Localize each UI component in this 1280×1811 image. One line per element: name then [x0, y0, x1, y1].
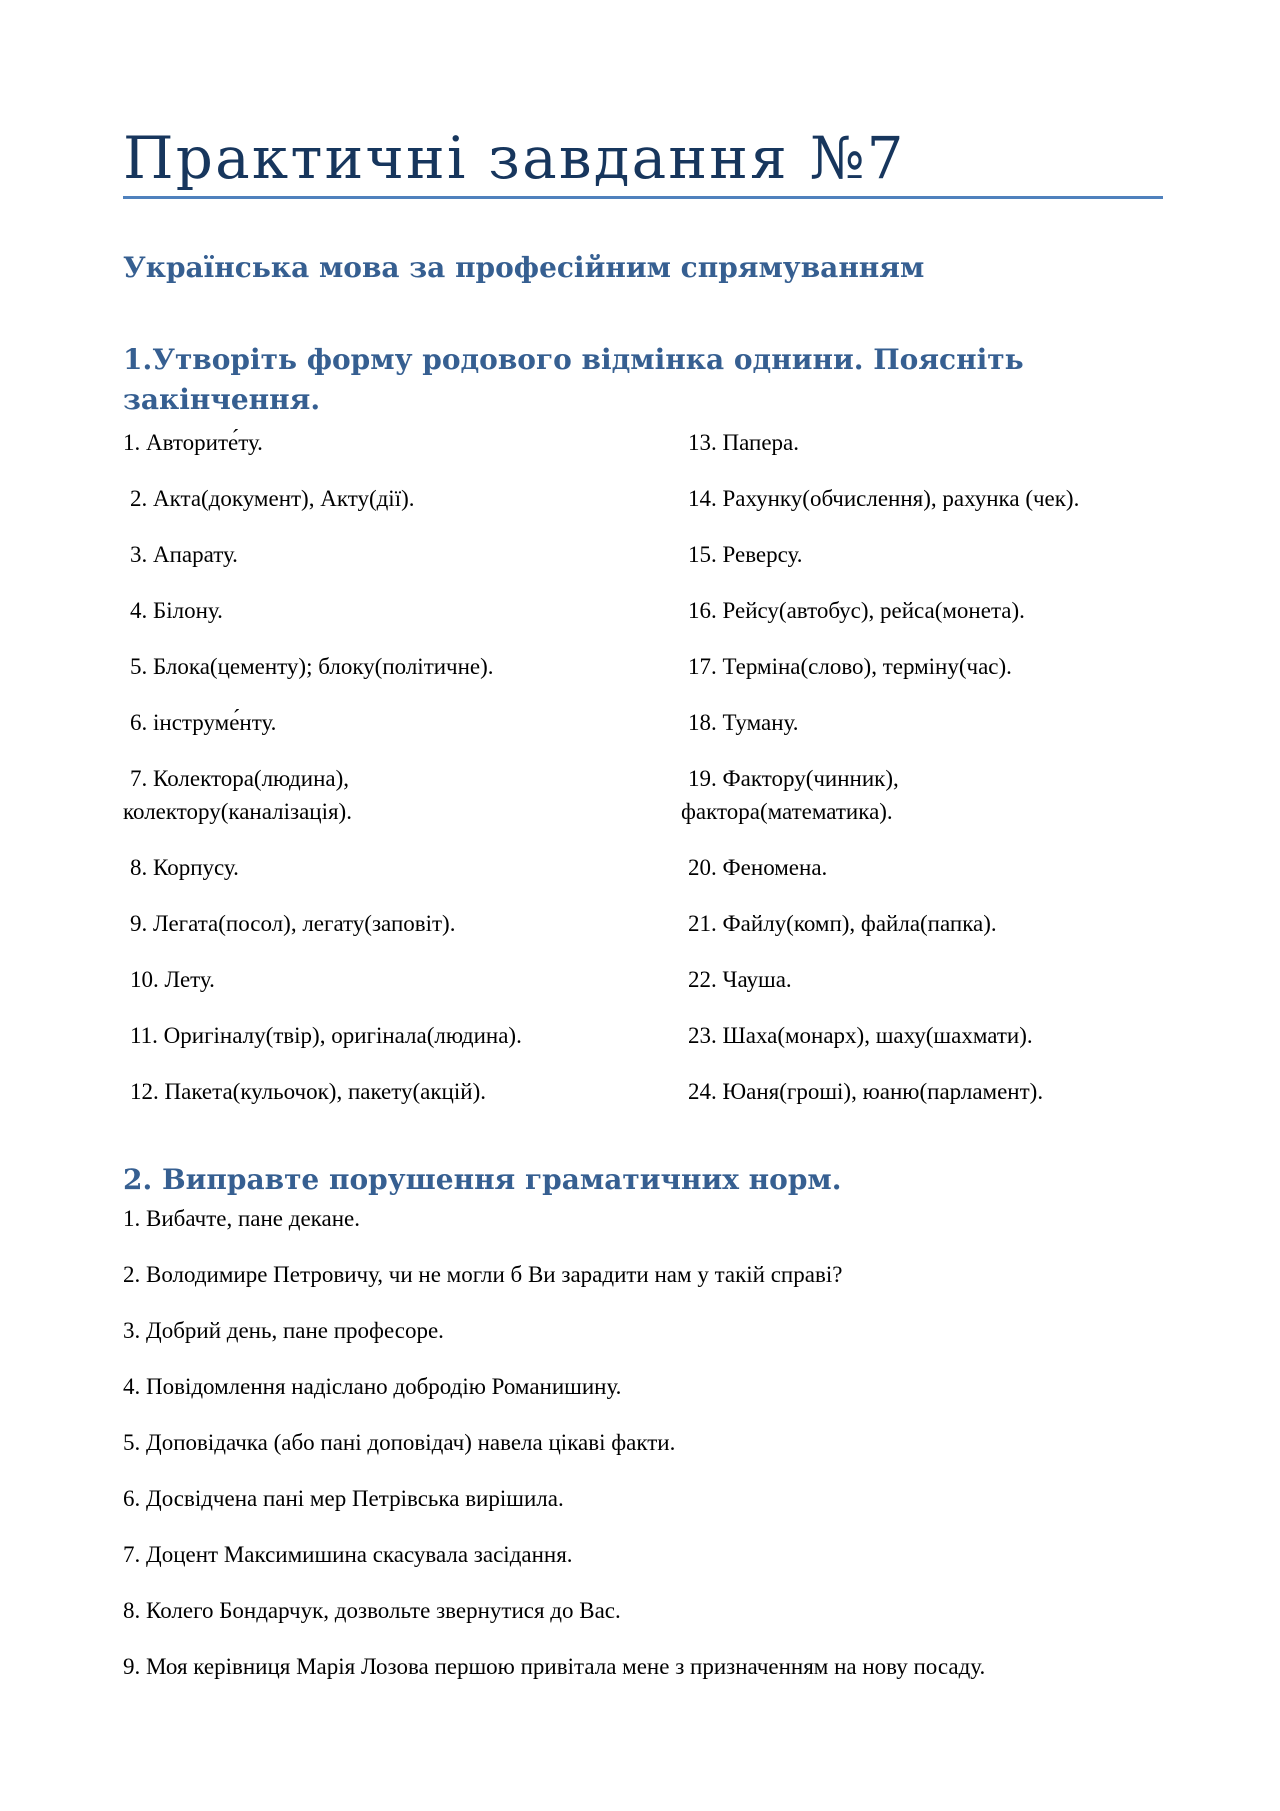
page-title: Практичні завдання №7	[123, 124, 906, 192]
list-item: 17. Терміна(слово), терміну(час).	[688, 654, 1012, 679]
document-subtitle: Українська мова за професійним спрямуванням	[123, 251, 925, 284]
list-item: 1. Вибачте, пане декане.	[123, 1206, 360, 1231]
list-item: 5. Блока(цементу); блоку(політичне).	[130, 654, 494, 679]
list-item: 14. Рахунку(обчислення), рахунка (чек).	[688, 486, 1080, 511]
list-item: 9. Моя керівниця Марія Лозова першою привітала мене з призначенням на нову посаду.	[123, 1654, 986, 1679]
list-item: 10. Лету.	[130, 967, 215, 992]
task2-heading: 2. Виправте порушення граматичних норм.	[123, 1163, 842, 1196]
list-item: 2. Володимире Петровичу, чи не могли б Ви зарадити нам у такій справі?	[123, 1262, 843, 1287]
list-item: 3. Апарату.	[130, 542, 238, 567]
list-item: 8. Колего Бондарчук, дозвольте звернутися до Вас.	[123, 1598, 621, 1623]
list-item: 4. Білону.	[130, 598, 223, 623]
list-item: 20. Феномена.	[688, 855, 828, 880]
list-item: 2. Акта(документ), Акту(дії).	[130, 486, 415, 511]
list-item: 16. Рейсу(автобус), рейса(монета).	[688, 598, 1025, 623]
list-item: 9. Легата(посол), легату(заповіт).	[130, 911, 456, 936]
task1-right-column	[681, 426, 1181, 1131]
list-item: 13. Папера.	[688, 430, 799, 455]
list-item: 8. Корпусу.	[130, 855, 239, 880]
list-item: 7. Колектора(людина), колектору(каналізація).	[123, 766, 352, 824]
list-item: 3. Добрий день, пане професоре.	[123, 1318, 444, 1343]
list-item: 1. Авторите́ту.	[123, 430, 263, 455]
list-item: 5. Доповідачка (або пані доповідач) навела цікаві факти.	[123, 1430, 676, 1455]
list-item: 19. Фактору(чинник), фактора(математика).	[681, 766, 899, 824]
list-item: 22. Чауша.	[688, 967, 792, 992]
list-item: 7. Доцент Максимишина скасувала засідання.	[123, 1542, 573, 1567]
list-item: 21. Файлу(комп), файла(папка).	[688, 911, 997, 936]
list-item: 6. Досвідчена пані мер Петрівська вирішила.	[123, 1486, 564, 1511]
list-item: 11. Оригіналу(твір), оригінала(людина).	[130, 1023, 522, 1048]
task1-heading: 1.Утворіть форму родового відмінка однини. Поясніть закінчення.	[123, 343, 1024, 416]
list-item: 12. Пакета(кульочок), пакету(акцій).	[130, 1079, 486, 1104]
task2-list	[123, 1202, 1163, 1706]
list-item: 15. Реверсу.	[688, 542, 803, 567]
task1-left-column	[123, 426, 643, 1131]
list-item: 23. Шаха(монарх), шаху(шахмати).	[688, 1023, 1033, 1048]
list-item: 24. Юаня(гроші), юаню(парламент).	[688, 1079, 1044, 1104]
title-underline	[123, 196, 1163, 199]
list-item: 18. Туману.	[688, 710, 799, 735]
list-item: 6. інструме́нту.	[130, 710, 277, 735]
list-item: 4. Повідомлення надіслано добродію Романишину.	[123, 1374, 622, 1399]
